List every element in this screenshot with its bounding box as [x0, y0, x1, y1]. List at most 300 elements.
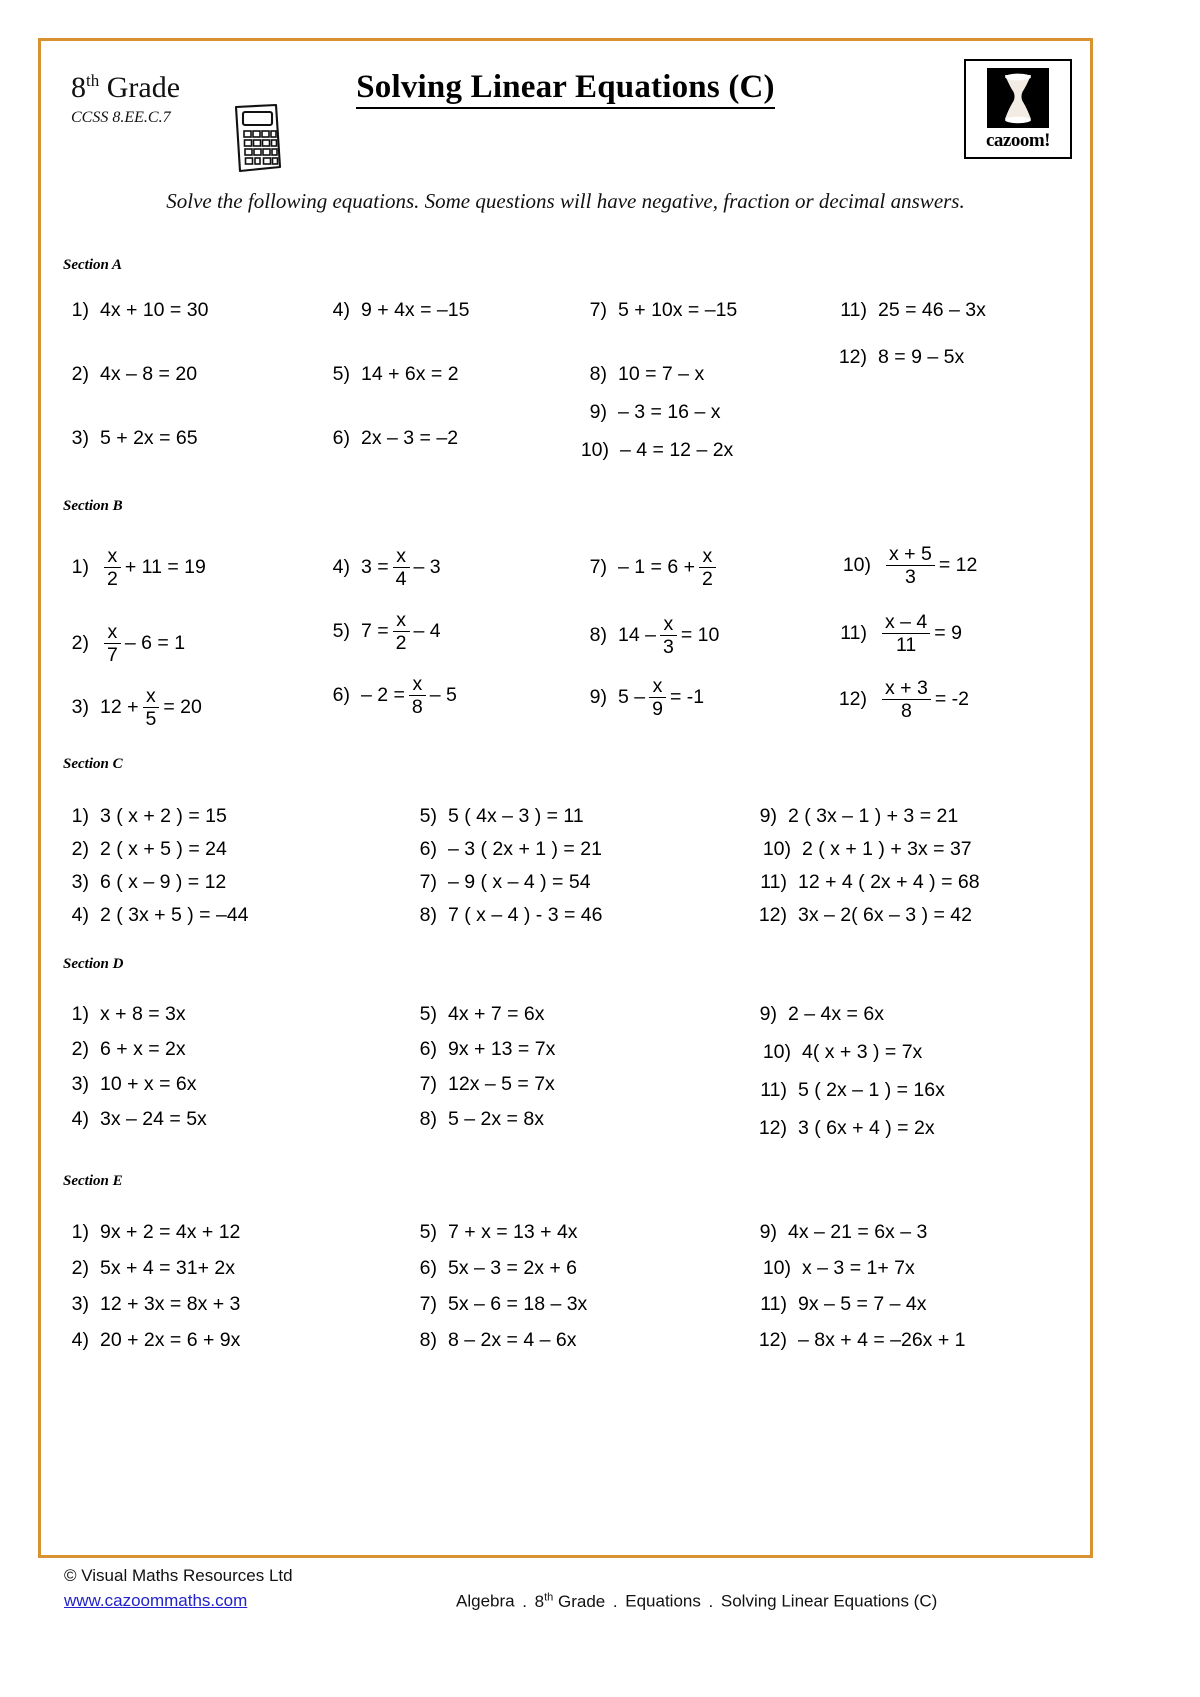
question-expression — [620, 439, 733, 462]
question-expression — [100, 299, 208, 322]
expression-text: 6 + x = 2x — [100, 1038, 186, 1060]
expression-text: – 4 = 12 – 2x — [620, 439, 734, 461]
website-link[interactable]: www.cazoommaths.com — [64, 1591, 248, 1610]
question-expression — [448, 1038, 555, 1061]
question-item — [751, 1257, 915, 1280]
question-item — [831, 299, 986, 322]
fraction-denominator: 11 — [896, 634, 917, 657]
ccss-standard-label: CCSS 8.EE.C.7 — [71, 109, 171, 126]
question-item — [751, 904, 972, 927]
expression-text: 12x – 5 = 7x — [448, 1073, 555, 1095]
question-item — [411, 1257, 577, 1280]
question-item — [63, 1257, 235, 1280]
expression-text: – 9 ( x – 4 ) = 54 — [448, 871, 591, 893]
question-item — [569, 439, 733, 462]
section-heading: Section B — [63, 498, 123, 514]
breadcrumb — [456, 1591, 937, 1612]
question-item — [411, 1038, 555, 1061]
expression-text: 3x – 24 = 5x — [100, 1108, 207, 1130]
fraction — [143, 686, 160, 730]
question-item — [324, 299, 469, 322]
expression-text: 9 + 4x = –15 — [361, 299, 470, 321]
question-item — [63, 1108, 207, 1131]
question-expression — [618, 363, 704, 386]
question-item — [751, 1041, 922, 1064]
grade-number: 8 — [71, 71, 86, 104]
question-expression — [100, 805, 227, 828]
question-expression — [361, 363, 459, 386]
fraction-numerator: x — [146, 685, 156, 707]
question-item — [411, 1108, 544, 1131]
expression-suffix: = 9 — [934, 622, 962, 645]
expression-text: 5 ( 4x – 3 ) = 11 — [448, 805, 584, 827]
fraction — [409, 674, 426, 718]
question-number: 2) — [71, 838, 89, 860]
question-item — [63, 622, 185, 666]
expression-text: 2x – 3 = –2 — [361, 427, 459, 449]
expression-suffix: – 6 = 1 — [124, 632, 186, 655]
expression-text: 10 + x = 6x — [100, 1073, 197, 1095]
question-number: 4) — [332, 556, 350, 579]
fraction-denominator: 2 — [107, 568, 118, 591]
expression-text: 2 ( 3x – 1 ) + 3 = 21 — [788, 805, 959, 827]
expression-text: 7 + x = 13 + 4x — [448, 1221, 578, 1243]
expression-text: 12 + 4 ( 2x + 4 ) = 68 — [798, 871, 980, 893]
fraction — [886, 544, 935, 588]
question-number: 3) — [71, 1073, 89, 1095]
expression-text: 4x + 10 = 30 — [100, 299, 209, 321]
question-expression — [361, 427, 458, 450]
expression-text: 9x – 5 = 7 – 4x — [798, 1293, 927, 1315]
question-expression — [100, 546, 206, 590]
question-number: 8) — [419, 1108, 437, 1130]
question-item — [581, 363, 704, 386]
question-number: 7) — [419, 871, 437, 893]
breadcrumb-separator: . — [522, 1591, 527, 1611]
expression-text: 2 ( x + 1 ) + 3x = 37 — [802, 838, 972, 860]
question-item — [751, 838, 972, 861]
expression-text: 25 = 46 – 3x — [878, 299, 986, 321]
question-expression — [361, 546, 441, 590]
question-number: 5) — [419, 1003, 437, 1025]
question-expression — [361, 299, 469, 322]
expression-text: 4x – 8 = 20 — [100, 363, 198, 385]
expression-text: 4x + 7 = 6x — [448, 1003, 545, 1025]
question-number: 4) — [71, 904, 89, 926]
question-expression — [100, 363, 197, 386]
question-item — [581, 546, 720, 590]
question-item — [63, 1293, 240, 1316]
instructions-text: Solve the following equations. Some questions will have negative, fraction or decimal answers. — [166, 189, 965, 213]
question-item — [831, 544, 977, 588]
question-number: 4) — [332, 299, 350, 321]
question-item — [831, 346, 964, 369]
question-number: 8) — [589, 363, 607, 385]
fraction — [882, 678, 931, 722]
question-number: 5) — [419, 805, 437, 827]
expression-suffix: + 11 = 19 — [124, 556, 206, 579]
section-heading: Section C — [63, 756, 123, 772]
expression-prefix: 5 – — [618, 686, 646, 709]
question-number: 1) — [71, 805, 89, 827]
question-number: 6) — [332, 427, 350, 449]
question-number: 5) — [419, 1221, 437, 1243]
expression-text: 9x + 13 = 7x — [448, 1038, 556, 1060]
question-item — [831, 612, 962, 656]
fraction-numerator: x — [652, 675, 663, 697]
breadcrumb-item: Equations — [625, 1591, 701, 1611]
fraction-denominator: 5 — [145, 708, 157, 731]
expression-text: 10 = 7 – x — [618, 363, 705, 385]
question-number: 12) — [838, 346, 867, 368]
cazoom-logo — [964, 59, 1072, 159]
question-item — [324, 610, 441, 654]
question-number: 5) — [332, 620, 350, 643]
fraction-denominator: 2 — [395, 632, 407, 655]
question-item — [63, 1329, 240, 1352]
page-title-text: Solving Linear Equations (C) — [356, 69, 775, 109]
question-item — [751, 805, 958, 828]
question-expression — [100, 622, 185, 666]
expression-prefix: 3 = — [361, 556, 389, 579]
question-item — [63, 1221, 240, 1244]
question-number: 10) — [762, 1257, 791, 1279]
question-item — [63, 871, 226, 894]
expression-text: 2 ( x + 5 ) = 24 — [100, 838, 227, 860]
question-item — [63, 904, 249, 927]
question-expression — [618, 299, 737, 322]
question-item — [324, 674, 457, 718]
question-item — [411, 838, 602, 861]
question-expression — [798, 904, 972, 927]
question-number: 9) — [589, 686, 607, 709]
worksheet-frame — [38, 38, 1093, 1558]
question-expression — [100, 1293, 240, 1316]
question-expression — [448, 1293, 587, 1316]
question-number: 9) — [759, 805, 777, 827]
question-item — [411, 1221, 578, 1244]
question-item — [411, 1073, 555, 1096]
expression-text: 5 ( 2x – 1 ) = 16x — [798, 1079, 945, 1101]
breadcrumb-separator: . — [708, 1591, 714, 1611]
fraction-denominator: 4 — [395, 568, 407, 591]
question-item — [751, 1329, 966, 1352]
question-number: 1) — [71, 556, 89, 579]
expression-text: 5x + 4 = 31+ 2x — [100, 1257, 235, 1279]
question-item — [411, 1329, 576, 1352]
question-item — [751, 1079, 945, 1102]
breadcrumb-item: 8th Grade — [534, 1591, 606, 1611]
page-title — [41, 69, 1090, 106]
fraction — [882, 612, 930, 656]
expression-text: 8 = 9 – 5x — [878, 346, 965, 368]
expression-text: 9x + 2 = 4x + 12 — [100, 1221, 241, 1243]
question-item — [581, 614, 719, 658]
expression-text: 14 + 6x = 2 — [361, 363, 459, 385]
question-number: 7) — [419, 1073, 437, 1095]
question-expression — [878, 299, 986, 322]
question-expression — [878, 612, 962, 656]
question-item — [63, 1038, 186, 1061]
expression-suffix: – 5 — [429, 684, 457, 707]
question-number: 11) — [760, 1079, 787, 1101]
question-expression — [100, 838, 227, 861]
section-heading: Section A — [63, 257, 123, 273]
question-expression — [448, 1108, 544, 1131]
fraction-numerator: x — [412, 673, 423, 695]
question-number: 1) — [71, 299, 89, 321]
question-expression — [448, 1257, 577, 1280]
question-number: 9) — [759, 1221, 777, 1243]
grade-ordinal-suffix: th — [86, 71, 100, 90]
copyright-text: © Visual Maths Resources Ltd — [64, 1566, 293, 1585]
question-expression — [788, 1221, 927, 1244]
fraction-numerator: x — [396, 609, 406, 631]
breadcrumb-item: Solving Linear Equations (C) — [720, 1591, 938, 1611]
question-number: 9) — [759, 1003, 777, 1025]
question-number: 11) — [840, 622, 867, 645]
question-item — [63, 546, 206, 590]
question-expression — [100, 1038, 186, 1061]
question-number: 7) — [589, 556, 607, 579]
question-expression — [448, 838, 602, 861]
question-expression — [802, 1257, 915, 1280]
expression-text: 5x – 6 = 18 – 3x — [448, 1293, 588, 1315]
expression-text: 20 + 2x = 6 + 9x — [100, 1329, 241, 1351]
question-expression — [448, 904, 602, 927]
expression-text: 5 + 2x = 65 — [100, 427, 198, 449]
question-item — [411, 805, 584, 828]
question-number: 6) — [419, 838, 437, 860]
expression-text: 7 ( x – 4 ) - 3 = 46 — [448, 904, 603, 926]
question-expression — [618, 546, 720, 590]
question-expression — [100, 1257, 235, 1280]
question-item — [751, 1003, 884, 1026]
question-number: 11) — [840, 299, 867, 321]
fraction-numerator: x — [663, 613, 674, 635]
cazoom-logo-mark — [987, 68, 1049, 128]
expression-text: 4( x + 3 ) = 7x — [802, 1041, 923, 1063]
question-item — [63, 838, 227, 861]
expression-suffix: = 12 — [938, 554, 978, 577]
expression-suffix: – 4 — [413, 620, 441, 643]
question-number: 10) — [842, 554, 871, 577]
question-item — [581, 401, 720, 424]
expression-text: 5 – 2x = 8x — [448, 1108, 544, 1130]
expression-text: x – 3 = 1+ 7x — [802, 1257, 915, 1279]
question-item — [63, 427, 198, 450]
question-number: 6) — [332, 684, 350, 707]
question-item — [63, 1073, 196, 1096]
fraction-numerator: x — [702, 545, 713, 567]
fraction-numerator: x — [107, 545, 118, 567]
question-number: 2) — [71, 1038, 89, 1060]
question-item — [63, 686, 202, 730]
question-expression — [100, 686, 202, 730]
question-expression — [798, 1117, 935, 1140]
expression-text: 5 + 10x = –15 — [618, 299, 738, 321]
question-expression — [618, 614, 719, 658]
question-expression — [100, 427, 198, 450]
expression-prefix: 12 + — [100, 696, 139, 719]
expression-text: 3x – 2( 6x – 3 ) = 42 — [798, 904, 972, 926]
expression-suffix: – 3 — [413, 556, 441, 579]
question-item — [324, 546, 441, 590]
fraction-numerator: x — [107, 621, 118, 643]
fraction-denominator: 3 — [662, 636, 674, 659]
expression-prefix: 7 = — [361, 620, 389, 643]
question-number: 4) — [71, 1329, 89, 1351]
expression-text: 5x – 3 = 2x + 6 — [448, 1257, 578, 1279]
expression-text: 3 ( x + 2 ) = 15 — [100, 805, 227, 827]
question-item — [751, 1117, 935, 1140]
question-number: 6) — [419, 1257, 437, 1279]
question-item — [324, 427, 458, 450]
question-number: 8) — [419, 1329, 437, 1351]
breadcrumb-item: Algebra — [456, 1591, 515, 1611]
fraction — [660, 614, 677, 658]
question-expression — [100, 1221, 240, 1244]
expression-text: 12 + 3x = 8x + 3 — [100, 1293, 241, 1315]
question-expression — [100, 1329, 240, 1352]
question-expression — [618, 676, 704, 720]
question-expression — [361, 674, 457, 718]
question-expression — [100, 1003, 186, 1026]
question-expression — [100, 1108, 207, 1131]
expression-suffix: = -1 — [669, 686, 705, 709]
question-expression — [448, 1329, 576, 1352]
question-number: 12) — [758, 904, 787, 926]
fraction — [393, 546, 410, 590]
question-expression — [618, 401, 720, 424]
question-item — [411, 904, 602, 927]
fraction-numerator: x + 5 — [889, 543, 932, 565]
expression-text: 6 ( x – 9 ) = 12 — [100, 871, 227, 893]
question-expression — [788, 805, 958, 828]
question-item — [63, 363, 197, 386]
cazoom-logo-wordmark: cazoom! — [985, 130, 1051, 151]
fraction — [104, 622, 121, 666]
question-expression — [100, 871, 226, 894]
expression-prefix: 14 – — [618, 624, 656, 647]
question-expression — [802, 1041, 922, 1064]
expression-text: 3 ( 6x + 4 ) = 2x — [798, 1117, 935, 1139]
question-expression — [798, 871, 980, 894]
question-number: 1) — [71, 1003, 89, 1025]
fraction-denominator: 3 — [904, 566, 916, 589]
question-number: 12) — [758, 1117, 787, 1139]
question-number: 3) — [71, 427, 89, 449]
question-item — [581, 299, 737, 322]
question-item — [751, 871, 980, 894]
fraction-denominator: 2 — [701, 568, 713, 591]
question-number: 11) — [760, 1293, 787, 1315]
question-expression — [448, 1073, 555, 1096]
question-number: 6) — [419, 1038, 437, 1060]
question-number: 10) — [580, 439, 609, 461]
fraction — [649, 676, 666, 720]
question-number: 8) — [589, 624, 607, 647]
fraction — [393, 610, 410, 654]
question-expression — [448, 805, 584, 828]
expression-suffix: = 10 — [680, 624, 720, 647]
section-heading: Section E — [63, 1173, 123, 1189]
question-expression — [802, 838, 972, 861]
question-expression — [788, 1003, 884, 1026]
section-heading: Section D — [63, 956, 124, 972]
fraction — [104, 546, 121, 590]
question-number: 10) — [762, 1041, 791, 1063]
question-number: 3) — [71, 696, 89, 719]
question-number: 5) — [332, 363, 350, 385]
expression-text: 8 – 2x = 4 – 6x — [448, 1329, 577, 1351]
question-number: 12) — [838, 688, 867, 711]
grade-word: Grade — [99, 71, 181, 104]
question-item — [411, 1293, 587, 1316]
fraction-numerator: x + 3 — [885, 677, 928, 699]
question-expression — [878, 346, 964, 369]
question-item — [831, 678, 969, 722]
question-number: 4) — [71, 1108, 89, 1130]
question-number: 8) — [419, 904, 437, 926]
question-item — [751, 1221, 927, 1244]
expression-suffix: = 20 — [163, 696, 202, 719]
expression-text: – 8x + 4 = –26x + 1 — [798, 1329, 966, 1351]
question-item — [581, 676, 704, 720]
question-item — [63, 1003, 186, 1026]
question-expression — [798, 1293, 926, 1316]
expression-text: – 3 ( 2x + 1 ) = 21 — [448, 838, 602, 860]
question-number: 9) — [589, 401, 607, 423]
question-number: 11) — [760, 871, 787, 893]
question-expression — [448, 1003, 544, 1026]
expression-text: x + 8 = 3x — [100, 1003, 186, 1025]
question-item — [751, 1293, 926, 1316]
question-expression — [100, 1073, 196, 1096]
breadcrumb-separator: . — [612, 1591, 618, 1611]
fraction — [699, 546, 716, 590]
question-number: 12) — [758, 1329, 787, 1351]
question-expression — [361, 610, 441, 654]
fraction-denominator: 8 — [900, 700, 912, 723]
question-expression — [448, 871, 591, 894]
calculator-icon — [229, 101, 285, 180]
question-item — [411, 1003, 544, 1026]
expression-prefix: – 2 = — [361, 684, 405, 707]
question-item — [324, 363, 459, 386]
fraction-numerator: x — [396, 545, 406, 567]
expression-text: 4x – 21 = 6x – 3 — [788, 1221, 928, 1243]
expression-text: – 3 = 16 – x — [618, 401, 721, 423]
question-item — [411, 871, 591, 894]
fraction-denominator: 9 — [652, 698, 663, 721]
question-expression — [798, 1329, 966, 1352]
question-expression — [882, 544, 977, 588]
question-expression — [100, 904, 249, 927]
expression-text: 2 ( 3x + 5 ) = –44 — [100, 904, 249, 926]
question-number: 7) — [419, 1293, 437, 1315]
question-number: 2) — [71, 1257, 89, 1279]
fraction-denominator: 8 — [411, 696, 423, 719]
question-number: 3) — [71, 871, 89, 893]
question-number: 2) — [71, 363, 89, 385]
question-number: 1) — [71, 1221, 89, 1243]
fraction-denominator: 7 — [107, 644, 118, 667]
expression-text: 2 – 4x = 6x — [788, 1003, 884, 1025]
expression-suffix: = -2 — [934, 688, 969, 711]
question-expression — [448, 1221, 578, 1244]
question-number: 10) — [762, 838, 791, 860]
